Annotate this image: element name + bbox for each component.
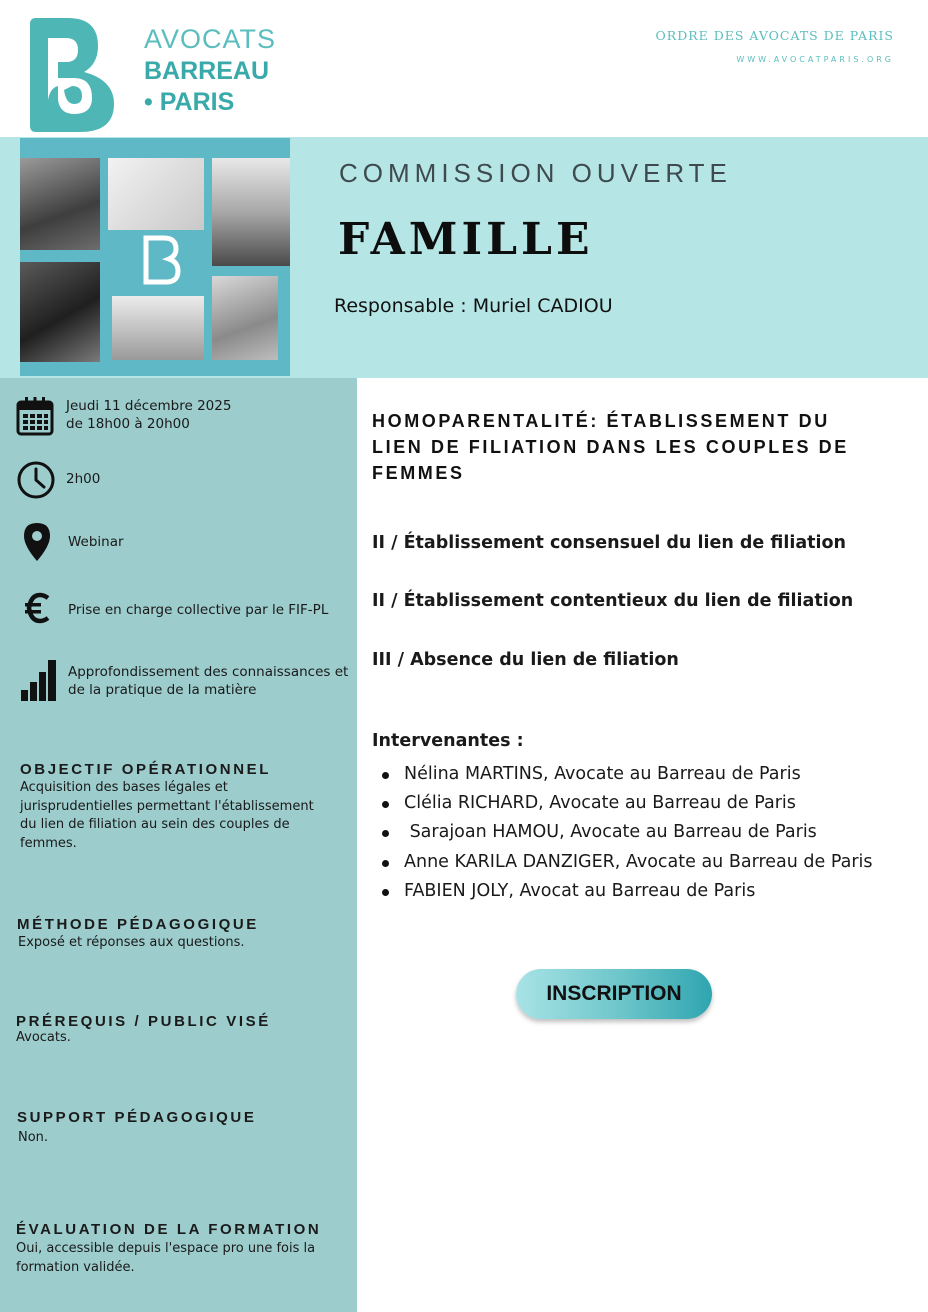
objectif-line: jurisprudentielles permettant l'établissement bbox=[20, 798, 314, 814]
methode-body: Exposé et réponses aux questions. bbox=[18, 935, 245, 950]
collage-photo-stairs bbox=[112, 296, 204, 360]
collage-photo-mother-child bbox=[212, 276, 278, 360]
list-item: Clélia RICHARD, Avocate au Barreau de Paris bbox=[380, 789, 873, 818]
collage-logo-tile bbox=[120, 230, 200, 288]
collage-photo-family bbox=[20, 158, 100, 250]
program-part: II / Établissement consensuel du lien de filiation bbox=[372, 533, 847, 553]
list-item: FABIEN JOLY, Avocat au Barreau de Paris bbox=[380, 877, 873, 906]
band-title: FAMILLE bbox=[338, 214, 594, 265]
main-title bbox=[372, 408, 902, 486]
euro-icon bbox=[24, 592, 52, 624]
collage-photo-elderly bbox=[20, 262, 100, 362]
collage-photo-city bbox=[212, 158, 290, 266]
main-title-line: LIEN DE FILIATION DANS LES COUPLES DE bbox=[372, 437, 849, 457]
band-subtitle: COMMISSION OUVERTE bbox=[339, 158, 732, 188]
prerequis-heading: PRÉREQUIS / PUBLIC VISÉ bbox=[16, 1013, 271, 1030]
calendar-icon bbox=[16, 396, 54, 436]
program-part: III / Absence du lien de filiation bbox=[372, 650, 679, 670]
program-part: II / Établissement contentieux du lien de filiation bbox=[372, 591, 854, 611]
evaluation-body bbox=[16, 1240, 315, 1277]
speakers-heading: Intervenantes : bbox=[372, 731, 524, 751]
list-item: Nélina MARTINS, Avocate au Barreau de Paris bbox=[380, 760, 873, 789]
support-heading: SUPPORT PÉDAGOGIQUE bbox=[17, 1109, 257, 1126]
sidebar bbox=[0, 378, 357, 1312]
bar-chart-icon bbox=[20, 658, 58, 702]
photo-collage bbox=[20, 138, 290, 376]
objectif-body bbox=[20, 779, 314, 853]
logo-line-avocats: AVOCATS bbox=[144, 24, 277, 54]
methode-heading: MÉTHODE PÉDAGOGIQUE bbox=[17, 916, 259, 933]
level-text bbox=[68, 663, 348, 699]
funding-text: Prise en charge collective par le FIF-PL bbox=[68, 602, 329, 618]
location-text: Webinar bbox=[68, 534, 124, 550]
main-title-line: HOMOPARENTALITÉ: ÉTABLISSEMENT DU bbox=[372, 411, 830, 431]
clock-icon bbox=[16, 460, 56, 500]
logo-line-paris: • PARIS bbox=[144, 88, 235, 116]
objectif-line: du lien de filiation au sein des couples de bbox=[20, 817, 290, 832]
duration-text: 2h00 bbox=[66, 471, 101, 487]
date-line: Jeudi 11 décembre 2025 bbox=[66, 398, 232, 414]
barreau-logo-icon bbox=[28, 16, 118, 134]
level-line: de la pratique de la matière bbox=[68, 682, 257, 698]
level-line: Approfondissement des connaissances et bbox=[68, 664, 349, 680]
list-item: Anne KARILA DANZIGER, Avocate au Barreau de Paris bbox=[380, 848, 873, 877]
inscription-button[interactable]: INSCRIPTION bbox=[516, 969, 712, 1019]
list-item: Sarajoan HAMOU, Avocate au Barreau de Paris bbox=[380, 818, 873, 847]
evaluation-heading: ÉVALUATION DE LA FORMATION bbox=[16, 1221, 322, 1238]
objectif-heading: OBJECTIF OPÉRATIONNEL bbox=[20, 761, 271, 778]
evaluation-line: formation validée. bbox=[16, 1259, 135, 1275]
objectif-line: femmes. bbox=[20, 835, 77, 851]
org-block bbox=[656, 28, 894, 64]
org-name: ORDRE DES AVOCATS DE PARIS bbox=[655, 28, 894, 43]
evaluation-line: Oui, accessible depuis l'espace pro une fois la bbox=[16, 1241, 316, 1256]
collage-logo-icon bbox=[120, 230, 200, 288]
location-pin-icon bbox=[22, 522, 52, 562]
band-responsable: Responsable : Muriel CADIOU bbox=[334, 295, 613, 317]
support-body: Non. bbox=[18, 1130, 49, 1145]
logo-line-barreau: BARREAU bbox=[144, 57, 269, 85]
org-url[interactable]: WWW.AVOCATPARIS.ORG bbox=[736, 55, 894, 64]
prerequis-body: Avocats. bbox=[16, 1030, 71, 1045]
speakers-list bbox=[380, 760, 873, 906]
main-title-line: FEMMES bbox=[372, 463, 465, 483]
date-text bbox=[66, 397, 231, 433]
collage-photo-moulding bbox=[108, 158, 204, 230]
objectif-line: Acquisition des bases légales et bbox=[20, 780, 228, 795]
logo-wordmark bbox=[144, 26, 276, 115]
time-line: de 18h00 à 20h00 bbox=[66, 416, 190, 432]
